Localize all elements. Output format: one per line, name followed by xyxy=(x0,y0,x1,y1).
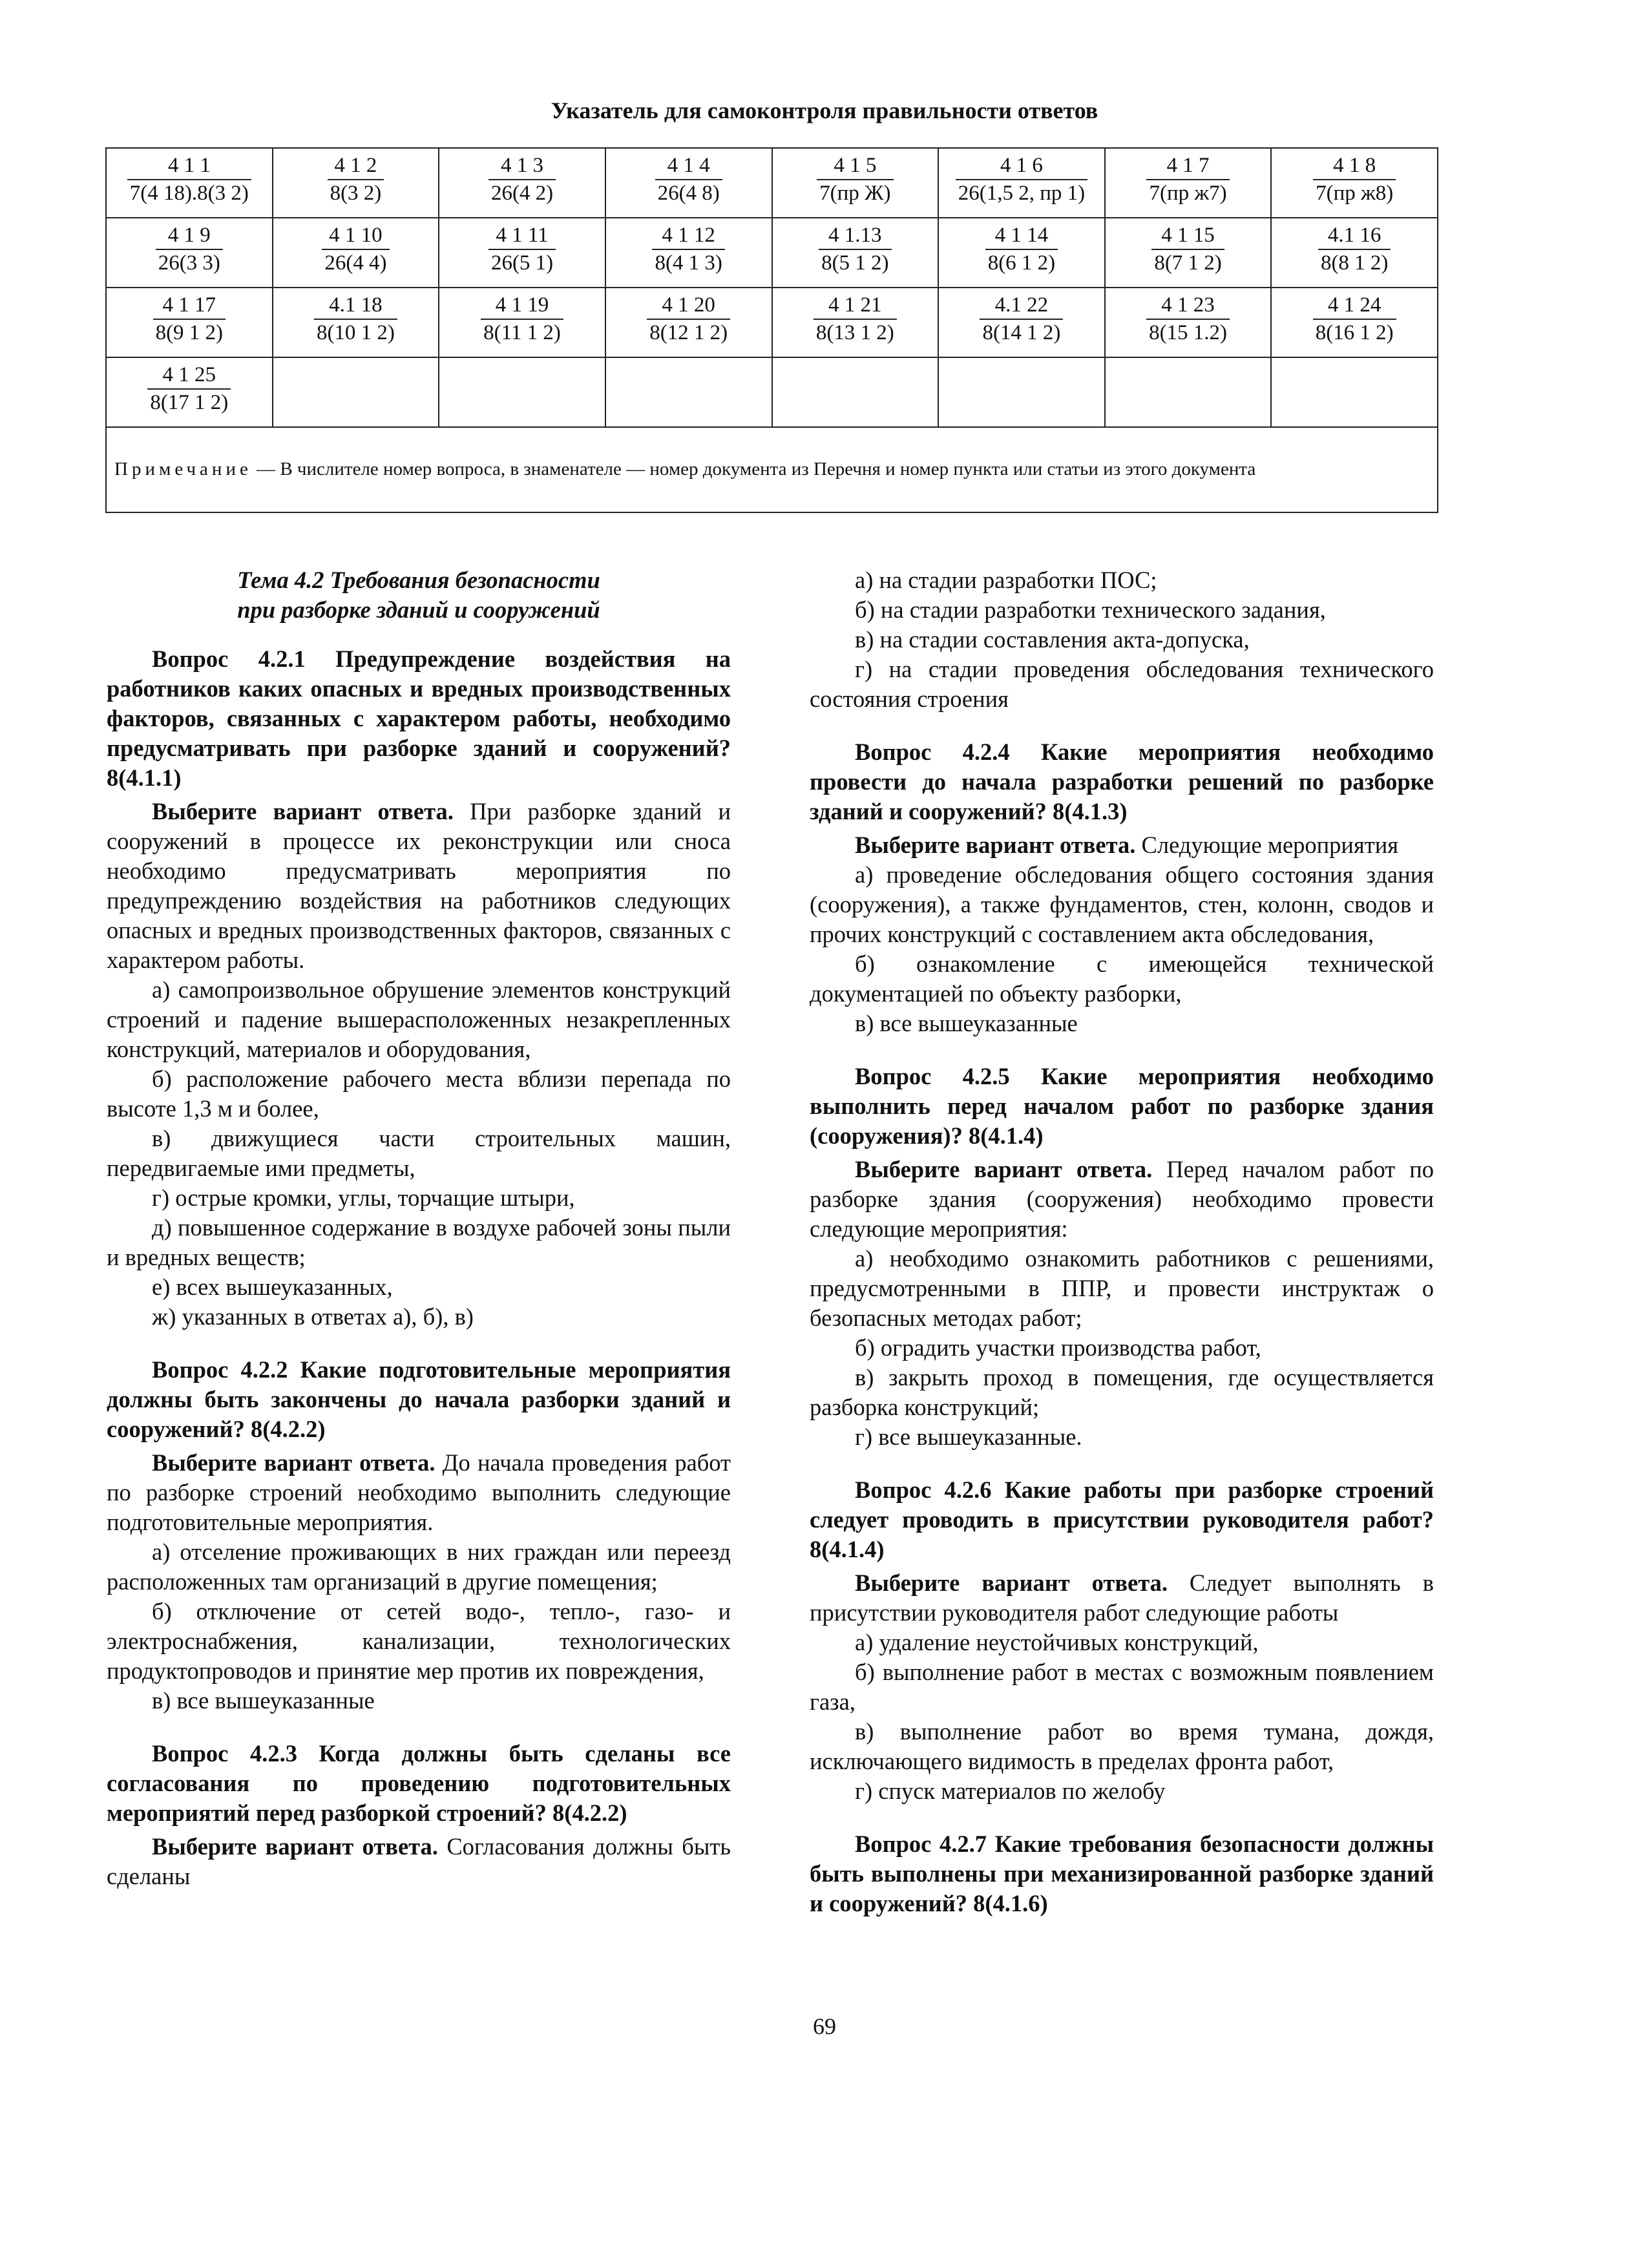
document-reference: 8(3 2) xyxy=(330,182,382,205)
table-cell xyxy=(1105,218,1272,288)
question-number: 4 1 11 xyxy=(488,222,556,250)
question-number: 4 1 24 xyxy=(1313,292,1396,320)
answer-option: а) удаление неустойчивых конструкций, xyxy=(855,1629,1259,1655)
table-cell xyxy=(1271,218,1438,288)
table-cell xyxy=(106,357,273,427)
question-4-2-6: Вопрос 4.2.6 Какие работы при разборке строений следует проводить в присутствии руководителя работ? 8(4.1.4) xyxy=(810,1476,1434,1562)
table-cell-empty xyxy=(772,357,939,427)
table-cell xyxy=(439,148,605,218)
table-cell xyxy=(439,218,605,288)
table-cell xyxy=(1105,148,1272,218)
document-reference: 7(пр ж8) xyxy=(1316,182,1394,205)
answer-intro-text: При разборке зданий и сооружений в процессе их реконструкции или сноса необходимо предусматривать мероприятия по предупреждению воздействия на работников следующих опасных и вредных производственных факторов, связанных с характером работы. xyxy=(107,798,731,973)
table-cell xyxy=(605,288,772,357)
answer-prompt: Выберите вариант ответа. xyxy=(855,1570,1168,1596)
question-number: 4 1 12 xyxy=(652,222,724,250)
note-text: — В числителе номер вопроса, в знаменателе — номер документа из Перечня и номер пункта или статьи из этого документа xyxy=(251,459,1256,480)
document-reference: 26(3 3) xyxy=(158,251,220,275)
table-cell xyxy=(1271,288,1438,357)
document-reference: 8(9 1 2) xyxy=(155,321,224,345)
document-reference: 8(17 1 2) xyxy=(150,391,229,415)
document-reference: 26(4 8) xyxy=(657,182,720,205)
topic-heading-line-2: при разборке зданий и сооружений xyxy=(237,596,600,623)
answer-intro-text: Следует выполнять в присутствии руководителя работ следующие работы xyxy=(810,1570,1434,1626)
answer-intro xyxy=(810,1568,1434,1628)
table-cell xyxy=(772,218,939,288)
table-cell xyxy=(273,288,439,357)
table-cell xyxy=(1105,288,1272,357)
question-number: 4.1 16 xyxy=(1318,222,1391,250)
answer-option: б) на стадии разработки технического задания, xyxy=(855,596,1326,623)
answer-index-table xyxy=(105,147,1438,513)
answer-intro xyxy=(810,830,1434,860)
answer-option: а) необходимо ознакомить работников с решениями, предусмотренными в ППР, и провести инструктаж о безопасных методах работ; xyxy=(810,1245,1434,1331)
table-cell xyxy=(106,288,273,357)
document-reference: 26(4 4) xyxy=(324,251,387,275)
document-reference: 7(4 18).8(3 2) xyxy=(129,182,249,205)
answer-prompt: Выберите вариант ответа. xyxy=(855,1156,1153,1182)
answer-intro-text: Следующие мероприятия xyxy=(1135,832,1399,858)
question-number: 4 1 10 xyxy=(322,222,389,250)
document-reference: 8(5 1 2) xyxy=(821,251,889,275)
table-cell xyxy=(1271,148,1438,218)
answer-option: г) все вышеуказанные. xyxy=(855,1423,1082,1450)
answer-option: д) повышенное содержание в воздухе рабочей зоны пыли и вредных веществ; xyxy=(107,1214,731,1270)
table-cell-empty xyxy=(938,357,1105,427)
note-label: Примечание xyxy=(114,459,252,480)
document-reference: 8(7 1 2) xyxy=(1154,251,1222,275)
answer-intro-text: Согласования должны быть сделаны xyxy=(107,1833,731,1889)
table-cell-empty xyxy=(1271,357,1438,427)
answer-intro-text: До начала проведения работ по разборке строений необходимо выполнить следующие подготовительные мероприятия. xyxy=(107,1449,731,1535)
table-note xyxy=(106,427,1438,512)
topic-heading-line-1: Тема 4.2 Требования безопасности xyxy=(237,567,600,593)
answer-intro xyxy=(107,1832,731,1891)
document-reference: 7(пр ж7) xyxy=(1149,182,1227,205)
table-row xyxy=(106,218,1438,288)
document-reference: 26(5 1) xyxy=(490,251,554,275)
answer-prompt: Выберите вариант ответа. xyxy=(152,1833,438,1860)
table-cell xyxy=(938,218,1105,288)
answer-intro-text: Перед началом работ по разборке здания (сооружения) необходимо провести следующие мероприятия: xyxy=(810,1156,1434,1242)
question-number: 4 1 20 xyxy=(647,292,730,320)
question-number: 4 1 14 xyxy=(985,222,1058,250)
answer-option: б) выполнение работ в местах с возможным появлением газа, xyxy=(810,1659,1434,1715)
table-cell xyxy=(605,218,772,288)
right-column xyxy=(810,565,1434,1922)
question-number: 4 1 8 xyxy=(1313,152,1396,180)
table-cell xyxy=(772,288,939,357)
question-number: 4 1 9 xyxy=(156,222,223,250)
table-row xyxy=(106,288,1438,357)
answer-prompt: Выберите вариант ответа. xyxy=(152,1449,436,1476)
table-cell-empty xyxy=(605,357,772,427)
document-reference: 8(14 1 2) xyxy=(982,321,1061,345)
question-number: 4 1 3 xyxy=(488,152,556,180)
question-4-2-7: Вопрос 4.2.7 Какие требования безопасности должны быть выполнены при механизированной разборке зданий и сооружений? 8(4.1.6) xyxy=(810,1831,1434,1916)
table-cell xyxy=(605,148,772,218)
answer-option: б) расположение рабочего места вблизи перепада по высоте 1,3 м и более, xyxy=(107,1066,731,1122)
answer-option: в) на стадии составления акта-допуска, xyxy=(855,626,1250,653)
document-reference: 8(13 1 2) xyxy=(815,321,894,345)
table-note-row xyxy=(106,427,1438,512)
table-cell xyxy=(938,288,1105,357)
question-number: 4 1 6 xyxy=(956,152,1087,180)
question-4-2-1: Вопрос 4.2.1 Предупреждение воздействия на работников каких опасных и вредных производственных факторов, связанных с характером работы, необходимо предусматривать при разборке зданий и сооружений? 8(4.1.1) xyxy=(107,646,731,791)
question-number: 4 1 4 xyxy=(655,152,722,180)
answer-option: в) все вышеуказанные xyxy=(855,1010,1078,1036)
answer-option: б) ознакомление с имеющейся технической документацией по объекту разборки, xyxy=(810,950,1434,1007)
answer-option: ж) указанных в ответах а), б), в) xyxy=(152,1303,474,1330)
document-reference: 8(12 1 2) xyxy=(649,321,728,345)
page-title: Указатель для самоконтроля правильности ответов xyxy=(551,98,1098,123)
answer-option: б) оградить участки производства работ, xyxy=(855,1334,1261,1361)
answer-option: б) отключение от сетей водо-, тепло-, газо- и электроснабжения, канализации, технологических продуктопроводов и принятие мер против их повреждения, xyxy=(107,1598,731,1684)
question-number: 4 1 19 xyxy=(481,292,563,320)
table-row xyxy=(106,357,1438,427)
question-4-2-4: Вопрос 4.2.4 Какие мероприятия необходимо провести до начала разработки решений по разборке зданий и сооружений? 8(4.1.3) xyxy=(810,739,1434,824)
answer-option: в) все вышеуказанные xyxy=(152,1687,375,1714)
left-column xyxy=(107,565,731,1891)
table-cell xyxy=(106,218,273,288)
document-reference: 8(11 1 2) xyxy=(483,321,561,345)
question-number: 4 1 23 xyxy=(1146,292,1230,320)
answer-option: г) острые кромки, углы, торчащие штыри, xyxy=(152,1184,575,1211)
page-number: 69 xyxy=(813,2013,836,2039)
table-row xyxy=(106,148,1438,218)
answer-prompt: Выберите вариант ответа. xyxy=(152,798,454,824)
answer-option: а) самопроизвольное обрушение элементов конструкций строений и падение вышерасположенных незакрепленных конструкций, материалов и оборудования, xyxy=(107,976,731,1062)
question-number: 4.1 18 xyxy=(314,292,397,320)
question-number: 4 1 21 xyxy=(814,292,897,320)
question-number: 4 1 5 xyxy=(817,152,893,180)
question-4-2-2: Вопрос 4.2.2 Какие подготовительные мероприятия должны быть закончены до начала разборки зданий и сооружений? 8(4.2.2) xyxy=(107,1356,731,1442)
document-reference: 7(пр Ж) xyxy=(819,182,891,205)
document-reference: 8(16 1 2) xyxy=(1315,321,1394,345)
table-cell xyxy=(273,218,439,288)
table-cell xyxy=(106,148,273,218)
question-number: 4 1 1 xyxy=(127,152,251,180)
table-cell-empty xyxy=(273,357,439,427)
question-number: 4 1.13 xyxy=(819,222,891,250)
answer-option: в) закрыть проход в помещения, где осуществляется разборка конструкций; xyxy=(810,1364,1434,1420)
table-cell xyxy=(938,148,1105,218)
document-reference: 26(1,5 2, пр 1) xyxy=(958,182,1086,205)
answer-option: в) движущиеся части строительных машин, передвигаемые ими предметы, xyxy=(107,1125,731,1181)
document-reference: 8(8 1 2) xyxy=(1320,251,1389,275)
answer-prompt: Выберите вариант ответа. xyxy=(855,832,1136,858)
answer-option: а) на стадии разработки ПОС; xyxy=(855,567,1157,593)
table-cell xyxy=(772,148,939,218)
answer-option: г) спуск материалов по желобу xyxy=(855,1778,1166,1804)
answer-option: а) отселение проживающих в них граждан или переезд расположенных там организаций в другие помещения; xyxy=(107,1538,731,1595)
table-cell xyxy=(273,148,439,218)
table-cell-empty xyxy=(439,357,605,427)
question-number: 4 1 15 xyxy=(1151,222,1224,250)
document-reference: 8(10 1 2) xyxy=(316,321,395,345)
document-reference: 26(4 2) xyxy=(490,182,554,205)
question-number: 4 1 7 xyxy=(1146,152,1229,180)
question-4-2-3: Вопрос 4.2.3 Когда должны быть сделаны все согласования по проведению подготовительных мероприятий перед разборкой строений? 8(4.2.2) xyxy=(107,1740,731,1826)
answer-intro xyxy=(107,1448,731,1537)
answer-option: в) выполнение работ во время тумана, дождя, исключающего видимость в пределах фронта работ, xyxy=(810,1718,1434,1774)
document-reference: 8(15 1.2) xyxy=(1149,321,1228,345)
answer-intro xyxy=(810,1155,1434,1244)
answer-option: г) на стадии проведения обследования технического состояния строения xyxy=(810,656,1434,712)
question-4-2-5: Вопрос 4.2.5 Какие мероприятия необходимо выполнить перед началом работ по разборке здания (сооружения)? 8(4.1.4) xyxy=(810,1063,1434,1149)
answer-option: а) проведение обследования общего состояния здания (сооружения), а также фундаментов, стен, колонн, сводов и прочих конструкций с составлением акта обследования, xyxy=(810,861,1434,947)
answer-intro xyxy=(107,797,731,975)
question-number: 4 1 2 xyxy=(328,152,384,180)
question-number: 4.1 22 xyxy=(980,292,1063,320)
document-reference: 8(4 1 3) xyxy=(655,251,722,275)
question-number: 4 1 25 xyxy=(147,362,231,390)
table-cell-empty xyxy=(1105,357,1272,427)
question-number: 4 1 17 xyxy=(153,292,226,320)
answer-option: е) всех вышеуказанных, xyxy=(152,1274,393,1300)
document-reference: 8(6 1 2) xyxy=(987,251,1056,275)
table-cell xyxy=(439,288,605,357)
